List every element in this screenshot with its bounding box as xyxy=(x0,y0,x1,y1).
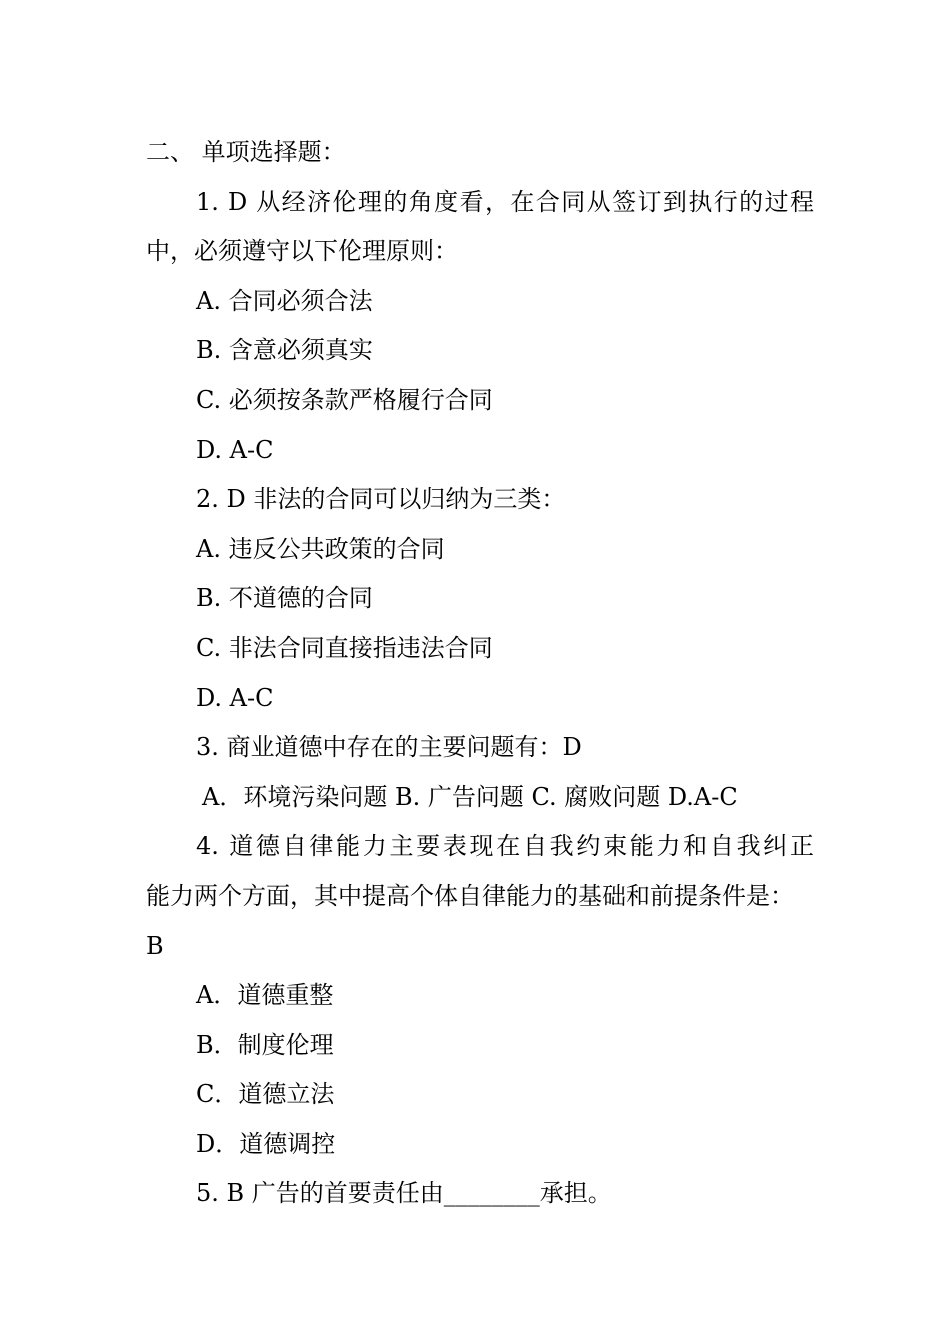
document-body xyxy=(146,128,814,1219)
question-4-answer: B xyxy=(146,931,164,960)
q1-option-c: C. 必须按条款严格履行合同 xyxy=(196,385,493,414)
question-1-line-1: 1. D 从经济伦理的角度看，在合同从签订到执行的过程 xyxy=(196,187,814,216)
q4-option-a: A．道德重整 xyxy=(196,981,334,1010)
q1-option-a: A. 合同必须合法 xyxy=(196,286,373,315)
q4-option-c: C．道德立法 xyxy=(196,1080,335,1109)
question-4-line-1: 4. 道德自律能力主要表现在自我约束能力和自我纠正 xyxy=(196,832,814,861)
question-3: 3. 商业道德中存在的主要问题有：D xyxy=(196,733,582,762)
q4-option-b: B．制度伦理 xyxy=(196,1030,334,1059)
section-heading: 二、 单项选择题： xyxy=(146,138,346,166)
q4-option-d: D．道德调控 xyxy=(196,1129,336,1158)
question-2: 2. D 非法的合同可以归纳为三类： xyxy=(196,485,566,514)
q2-option-a: A. 违反公共政策的合同 xyxy=(196,534,445,563)
q2-option-b: B. 不道德的合同 xyxy=(196,584,373,613)
question-5: 5. B 广告的首要责任由________承担。 xyxy=(196,1179,612,1208)
question-4-line-2: 能力两个方面，其中提高个体自律能力的基础和前提条件是： xyxy=(146,881,794,910)
q2-option-d: D. A-C xyxy=(196,683,274,712)
q1-option-b: B. 含意必须真实 xyxy=(196,336,373,365)
q1-option-d: D. A-C xyxy=(196,435,274,464)
question-1-line-2: 中，必须遵守以下伦理原则： xyxy=(146,237,458,266)
q3-options: A．环境污染问题 B. 广告问题 C. 腐败问题 D.A-C xyxy=(202,782,738,811)
q2-option-c: C. 非法合同直接指违法合同 xyxy=(196,633,493,662)
